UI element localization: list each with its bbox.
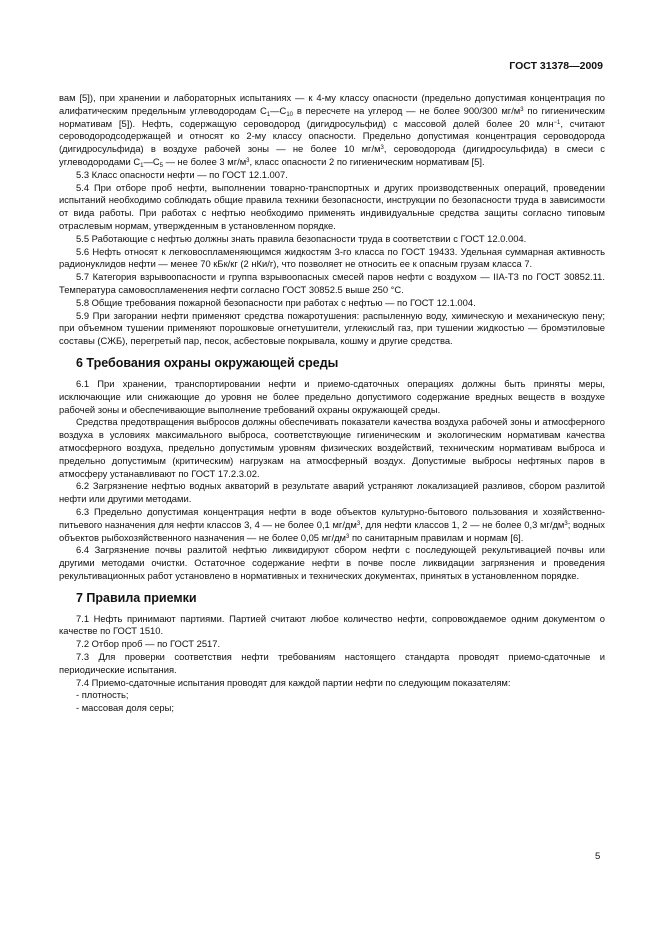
paragraph-continuation: вам [5]), при хранении и лабораторных испытаниях — к 4-му классу опасности (предельно допустимая концентрация по алифатическим предельным углеводородам $С_1—С_{10}$ в пересчете на углерод — не более 900/300 $мг/м^3$ по гигиеническим нормативам [5]). Нефть, содержащую сероводород (дигидросульфид) с массовой долей более 20 млн$^{-1}$, считают сероводородсодержащей и относят ко 2-му классу опасности. Предельно допустимая концентрация сероводорода (дигидросульфида) в воздухе рабочей зоны — не более 10 $мг/м^3$, сероводорода (дигидросульфида) в смеси с углеводородами $С_1—С_5$ — не более 3 $мг/м^3$, класс опасности 2 по гигиеническим нормативам [5].	[59, 92, 606, 169]
section-6-heading: 6 Требования охраны окружающей среды	[76, 355, 339, 370]
list-item: - массовая доля серы;	[76, 702, 174, 714]
paragraph-5-6: 5.6 Нефть относят к легковоспламеняющимся жидкостям 3-го класса по ГОСТ 19433. Удельная суммарная активность радионуклидов нефти — менее 70 кБк/кг (2 нКи/г), что позволяет не относить ее к опасным грузам класса 7.	[59, 245, 605, 270]
paragraph-5-9: 5.9 При загорании нефти применяют средства пожаротушения: распыленную воду, химическую и механическую пену; при объемном тушении применяют порошковые огнетушители, углекислый газ, при тушении жидкостью — бромэтиловые составы (СЖБ), перегретый пар, песок, асбестовые покрывала, кошму и другие средства.	[59, 309, 605, 347]
paragraph-6-1-continued: Средства предотвращения выбросов должны обеспечивать показатели качества воздуха рабочей зоны и атмосферного воздуха в условиях максимального выброса, соответствующие гигиеническим и экологическим нормативам качества атмосферного воздуха, предельно допустимым уровням физических воздействий, техническим нормативам выброса и предельно допустимым (критическим) нагрузкам на атмосферный воздух. Допустимые выбросы нефтяных паров в атмосферу устанавливают по ГОСТ 17.2.3.02.	[59, 416, 605, 479]
page-number: 5	[595, 851, 601, 862]
document-body	[59, 92, 605, 715]
paragraph-6-3: 6.3 Предельно допустимая концентрация нефти в воде объектов культурно-бытового пользования и хозяйственно-питьевого назначения для нефти классов 3, 4 — не более 0,1 $мг/дм^3$, для нефти классов 1, 2 — не более 0,3 $мг/дм^3$; водных объектов рыбохозяйственного назначения — не более 0,05 $мг/дм^3$ по санитарным правилам и нормам [6].	[59, 505, 605, 543]
paragraph-7-2: 7.2 Отбор проб — по ГОСТ 2517.	[76, 638, 221, 650]
paragraph-5-4: 5.4 При отборе проб нефти, выполнении товарно-транспортных и других производственных операций, проведении испытаний необходимо соблюдать общие правила техники безопасности, инструкции по безопасности труда в зависимости от вида работы. При работах с нефтью необходимо применять индивидуальные средства защиты согласно типовым отраслевым нормам, утвержденным в установленном порядке.	[59, 181, 605, 231]
standard-designation: ГОСТ 31378—2009	[509, 60, 603, 72]
paragraph-5-3: 5.3 Класс опасности нефти — по ГОСТ 12.1.007.	[76, 168, 288, 180]
paragraph-7-4: 7.4 Приемо-сдаточные испытания проводят для каждой партии нефти по следующим показателям:	[76, 676, 511, 688]
paragraph-5-5: 5.5 Работающие с нефтью должны знать правила безопасности труда в соответствии с ГОСТ 12.0.004.	[76, 232, 527, 244]
list-item: - плотность;	[76, 689, 129, 701]
paragraph-6-4: 6.4 Загрязнение почвы разлитой нефтью ликвидируют сбором нефти с последующей рекультивацией почвы или другими методами очистки. Остаточное содержание нефти в почве после ликвидации загрязнения и проведения рекультивационных работ установлено в нормативных и технических документах, принятых в установленном порядке.	[59, 544, 605, 581]
paragraph-7-3: 7.3 Для проверки соответствия нефти требованиям настоящего стандарта проводят приемо-сдаточные и периодические испытания.	[59, 651, 605, 675]
paragraph-7-1: 7.1 Нефть принимают партиями. Партией считают любое количество нефти, сопровождаемое одним документом о качестве по ГОСТ 1510.	[59, 612, 605, 637]
paragraph-5-8: 5.8 Общие требования пожарной безопасности при работах с нефтью — по ГОСТ 12.1.004.	[76, 296, 476, 308]
paragraph-6-2: 6.2 Загрязнение нефтью водных акваторий в результате аварий устраняют локализацией разливов, сбором разлитой нефти или другими методами.	[59, 480, 605, 505]
section-7-heading: 7 Правила приемки	[76, 590, 197, 605]
paragraph-5-7: 5.7 Категория взрывоопасности и группа взрывоопасных смесей паров нефти с воздухом — IIA-Т3 по ГОСТ 30852.11. Температура самовоспламенения нефти согласно ГОСТ 30852.5 выше 250 °С.	[59, 271, 605, 295]
paragraph-6-1: 6.1 При хранении, транспортировании нефти и приемо-сдаточных операциях должны быть приняты меры, исключающие или снижающие до уровня не более предельно допустимого содержание вредных веществ в воздухе рабочей зоны и обеспечивающие выполнение требований охраны окружающей среды.	[59, 377, 605, 415]
